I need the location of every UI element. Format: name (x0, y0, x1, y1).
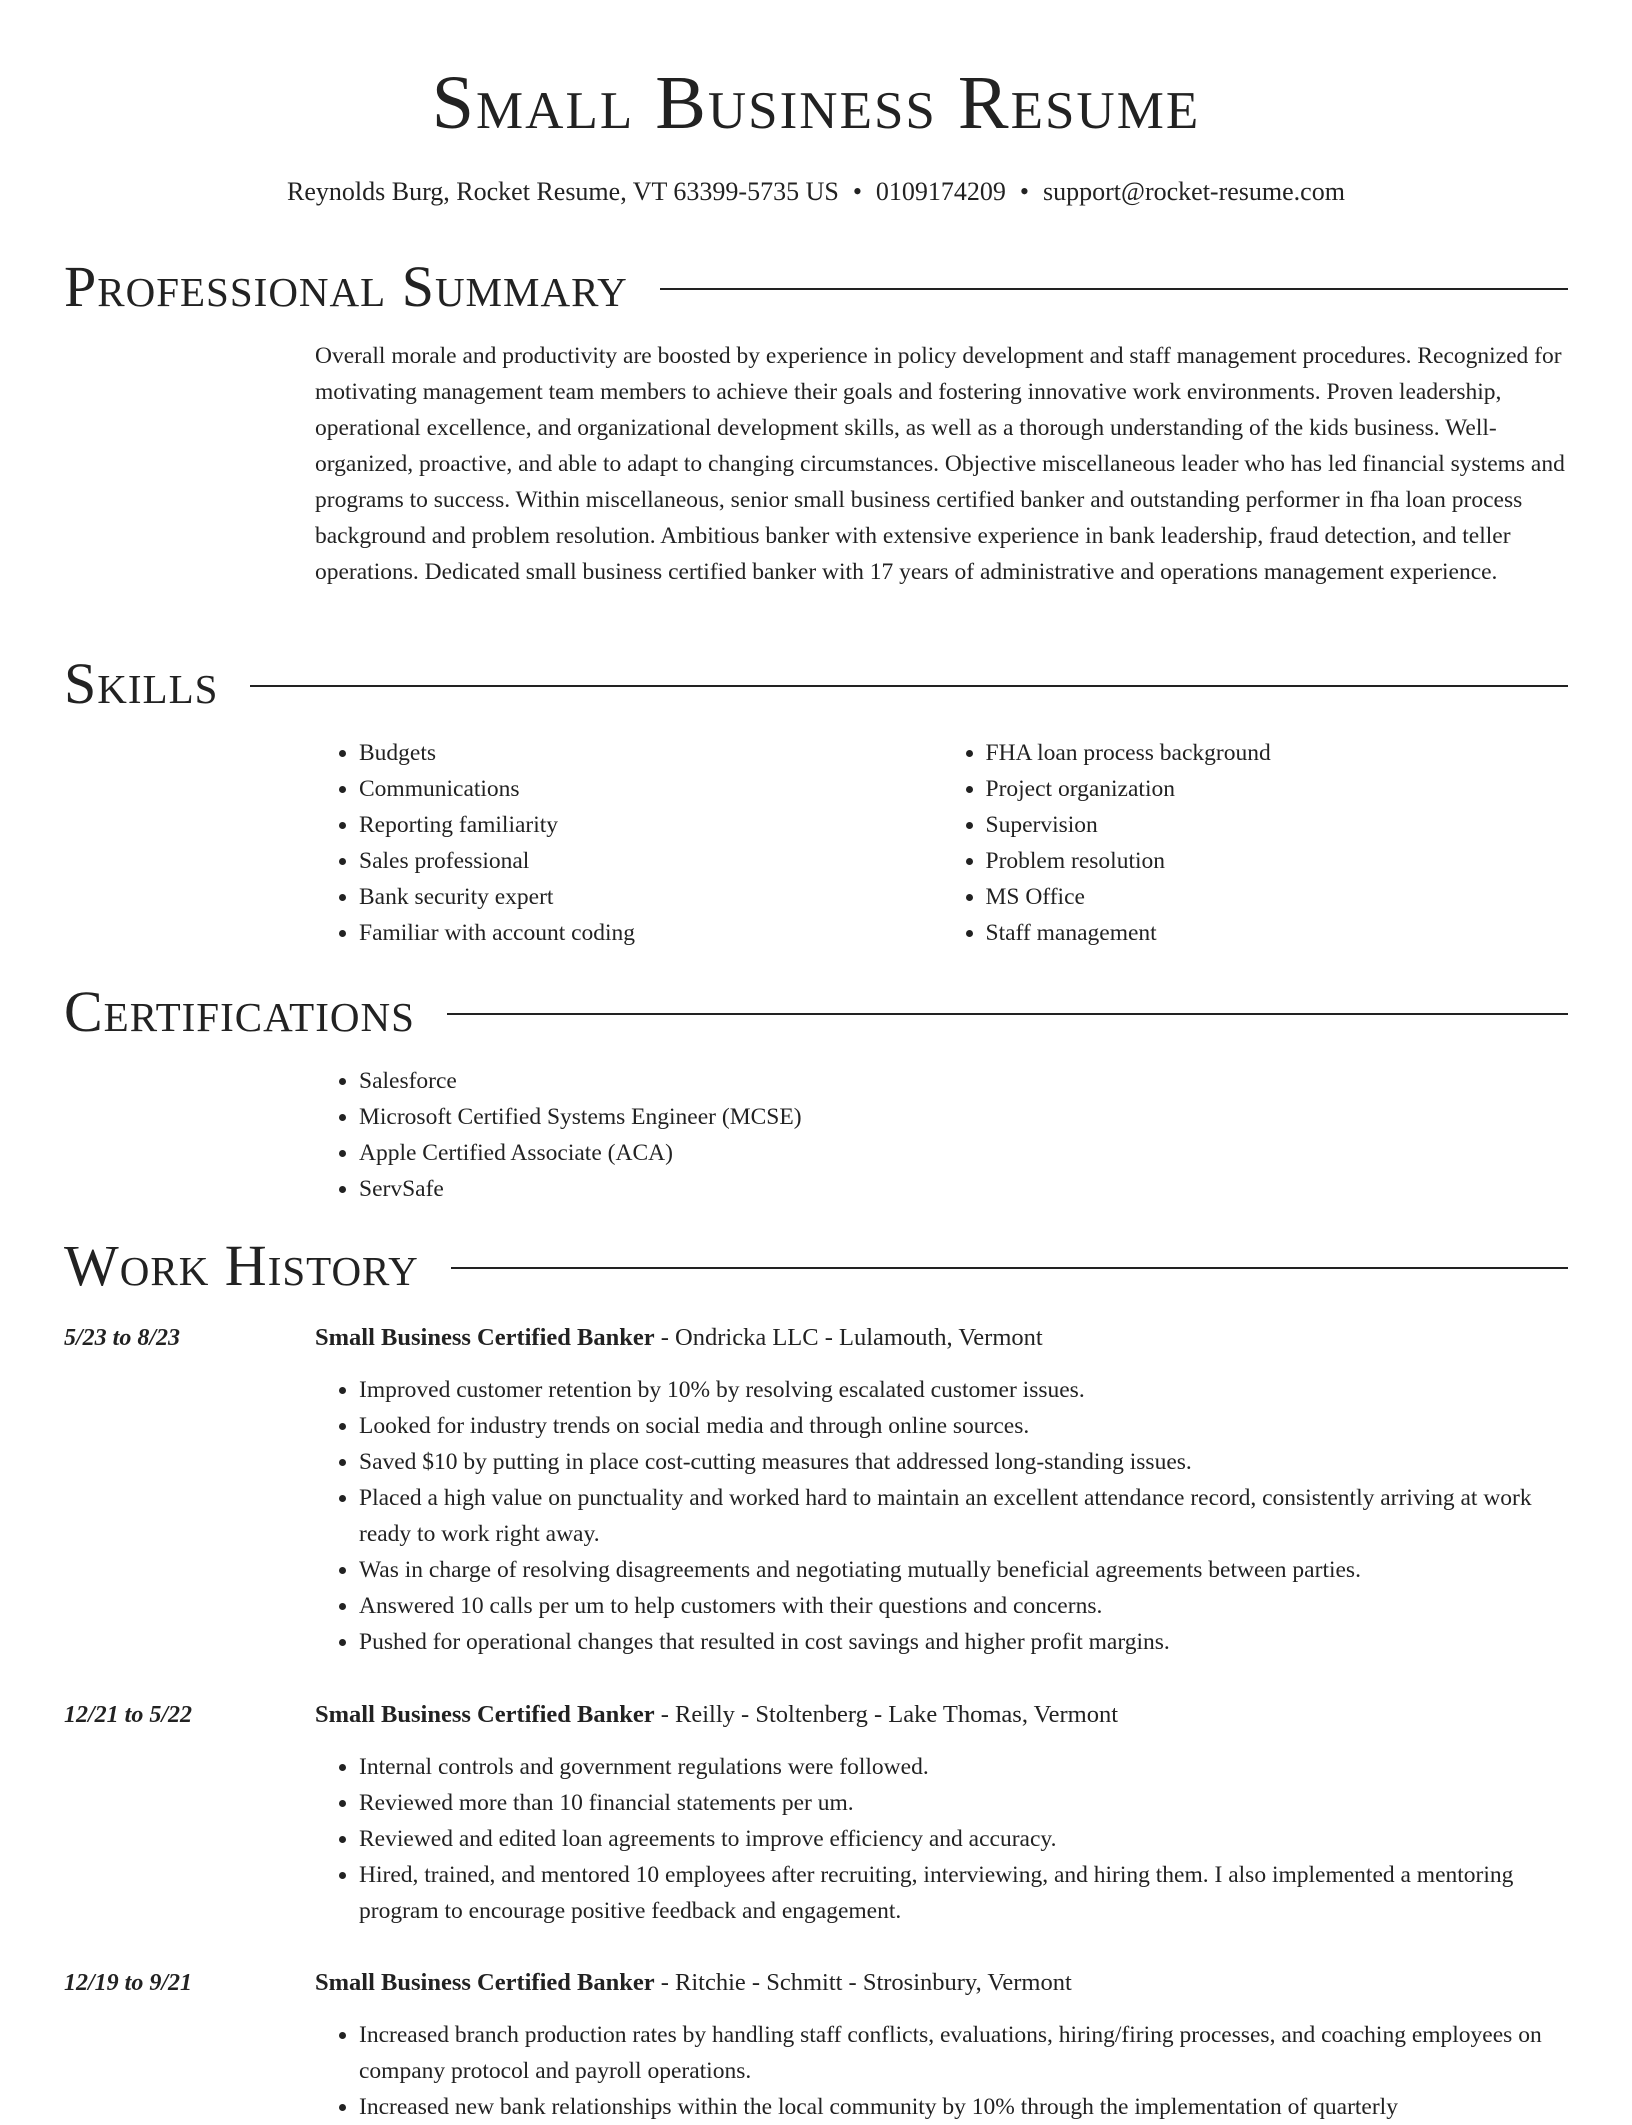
job-title-line (315, 1965, 1568, 2001)
certifications-section-title: Certifications (64, 979, 415, 1044)
job-title-line (315, 1697, 1568, 1733)
duty-item: • Reviewed and edited loan agreements to improve efficiency and accuracy. (359, 1821, 1568, 1857)
skill-item: • MS Office (986, 879, 1569, 915)
duty-item: • Hired, trained, and mentored 10 employees after recruiting, interviewing, and hiring them. I also implemented a mentoring program to encourage positive feedback and engagement. (359, 1857, 1568, 1929)
duty-item: • Answered 10 calls per um to help customers with their questions and concerns. (359, 1588, 1568, 1624)
skills-section-title: Skills (64, 651, 219, 716)
job-dates: 12/21 to 5/22 (64, 1702, 193, 1728)
skill-item: • Bank security expert (359, 879, 942, 915)
certification-item: • Salesforce (359, 1063, 1568, 1099)
job-company: - Ritchie - Schmitt - Strosinbury, Vermont (654, 1969, 1072, 1996)
summary-section-header (64, 252, 1568, 322)
duty-item: • Increased branch production rates by handling staff conflicts, evaluations, hiring/firing processes, and coaching employees on company protocol and payroll operations. (359, 2017, 1568, 2089)
skills-section-header (64, 649, 1568, 719)
contact-email: support@rocket-resume.com (1043, 177, 1345, 206)
summary-section-title: Professional Summary (64, 254, 628, 319)
job-duties (315, 2017, 1568, 2125)
skills-list-left (315, 735, 942, 951)
job-dates: 12/19 to 9/21 (64, 1970, 193, 1996)
skill-item: • Reporting familiarity (359, 807, 942, 843)
work-section-title: Work History (64, 1233, 419, 1298)
job-company: - Ondricka LLC - Lulamouth, Vermont (654, 1324, 1043, 1351)
skill-item: • Communications (359, 771, 942, 807)
job-role: Small Business Certified Banker (315, 1324, 655, 1351)
section-divider (447, 1013, 1568, 1015)
skill-item: • Supervision (986, 807, 1569, 843)
section-divider (451, 1267, 1568, 1269)
duty-item: • Placed a high value on punctuality and worked hard to maintain an excellent attendance record, consistently arriving at work ready to work right away. (359, 1480, 1568, 1552)
skill-item: • Familiar with account coding (359, 915, 942, 951)
duty-item: • Internal controls and government regulations were followed. (359, 1749, 1568, 1785)
contact-address: Reynolds Burg, Rocket Resume, VT 63399-5735 US (287, 177, 839, 206)
duty-item: • Looked for industry trends on social media and through online sources. (359, 1408, 1568, 1444)
job-role: Small Business Certified Banker (315, 1701, 655, 1728)
duty-item: • Increased new bank relationships within the local community by 10% through the implementation of quarterly (359, 2089, 1568, 2125)
contact-separator: • (1019, 177, 1030, 206)
contact-line (0, 174, 1632, 210)
summary-body (315, 338, 1568, 590)
section-divider (660, 288, 1568, 290)
skill-item: • Budgets (359, 735, 942, 771)
section-divider (250, 685, 1568, 687)
duty-item: • Improved customer retention by 10% by resolving escalated customer issues. (359, 1372, 1568, 1408)
resume-name: Small Business Resume (431, 61, 1201, 145)
duty-item: • Was in charge of resolving disagreements and negotiating mutually beneficial agreements between parties. (359, 1552, 1568, 1588)
certifications-section-header (64, 977, 1568, 1047)
job-duties (315, 1372, 1568, 1660)
job-company: - Reilly - Stoltenberg - Lake Thomas, Vermont (654, 1701, 1119, 1728)
skill-item: • Project organization (986, 771, 1569, 807)
skill-item: • Sales professional (359, 843, 942, 879)
certifications-body (315, 1063, 1568, 1207)
certification-item: • Apple Certified Associate (ACA) (359, 1135, 1568, 1171)
duty-item: • Pushed for operational changes that resulted in cost savings and higher profit margins. (359, 1624, 1568, 1660)
work-section-header (64, 1231, 1568, 1301)
skills-list-right (942, 735, 1569, 951)
summary-text: Overall morale and productivity are boosted by experience in policy development and staff management procedures. Recognized for motivating management team members to achieve their goals and fostering innovative work environments. Proven leadership, operational excellence, and organizational development skills, as well as a thorough understanding of the kids business. Well-organized, proactive, and able to adapt to changing circumstances. Objective miscellaneous leader who has led financial systems and programs to success. Within miscellaneous, senior small business certified banker and outstanding performer in fha loan process background and problem resolution. Ambitious banker with extensive experience in bank leadership, fraud detection, and teller operations. Dedicated small business certified banker with 17 years of administrative and operations management experience. (315, 343, 1565, 585)
contact-separator: • (852, 177, 862, 206)
duty-item: • Reviewed more than 10 financial statements per um. (359, 1785, 1568, 1821)
certification-item: • ServSafe (359, 1171, 1568, 1207)
duty-item: • Saved $10 by putting in place cost-cutting measures that addressed long-standing issues. (359, 1444, 1568, 1480)
skill-item: • FHA loan process background (986, 735, 1569, 771)
skill-item: • Problem resolution (986, 843, 1569, 879)
certifications-list (315, 1063, 1568, 1207)
job-title-line (315, 1320, 1568, 1356)
certification-item: • Microsoft Certified Systems Engineer (MCSE) (359, 1099, 1568, 1135)
skills-body (315, 735, 1568, 951)
job-role: Small Business Certified Banker (315, 1969, 655, 1996)
skill-item: • Staff management (986, 915, 1569, 951)
job-duties (315, 1749, 1568, 1929)
skills-grid (315, 735, 1568, 951)
contact-phone: 0109174209 (875, 177, 1006, 206)
job-dates: 5/23 to 8/23 (64, 1325, 181, 1351)
